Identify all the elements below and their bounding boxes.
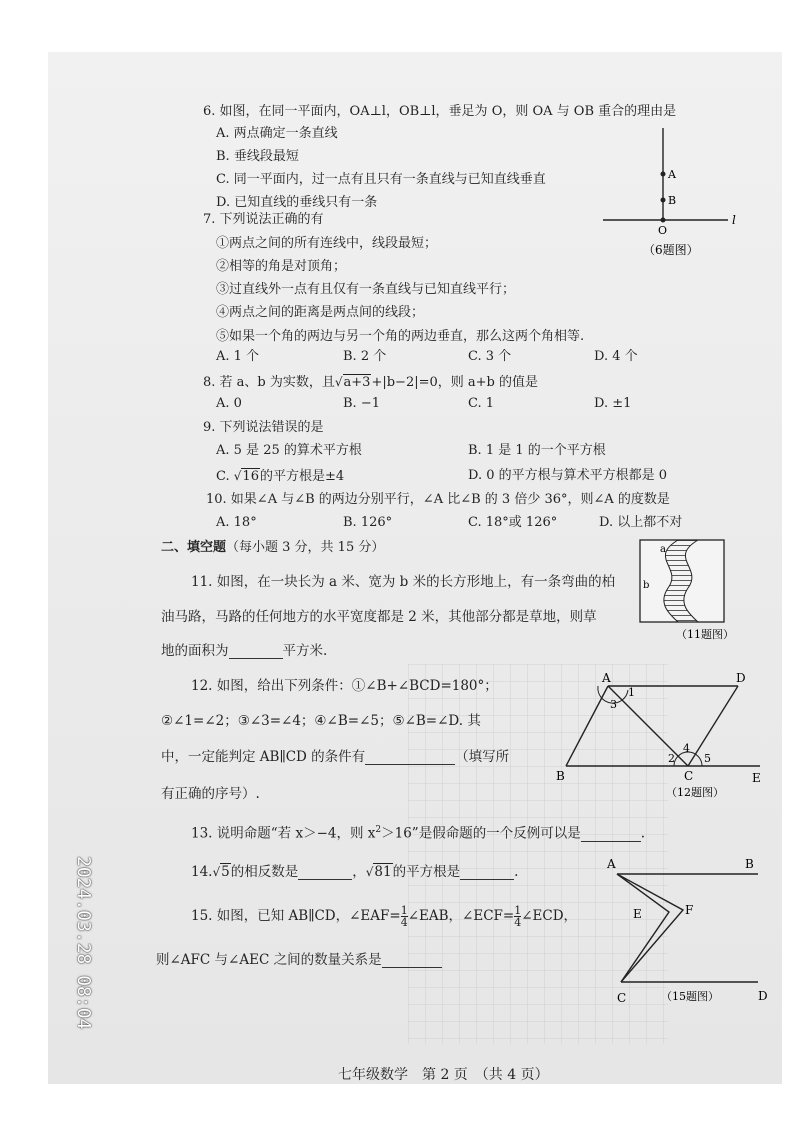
q6-point-o (661, 218, 666, 223)
q10-option-a: A. 18° (216, 515, 257, 530)
q11-figure (638, 538, 738, 644)
q14-end: 的平方根是 (392, 864, 461, 880)
q13-text: 13. 说明命题“若 x＞−4，则 $x^2>16$”是假命题的一个反例可以是 . (191, 825, 645, 842)
sqrt-symbol: √ (365, 865, 374, 879)
q12-figure-caption: （12题图） (666, 786, 724, 799)
q15-path-aec (617, 874, 669, 982)
q13-answer-blank[interactable] (581, 827, 641, 842)
q11-label-a: a (660, 544, 666, 555)
q7-statement-2: ②相等的角是对顶角； (216, 259, 347, 274)
q15-label-a: A (607, 857, 616, 871)
q8-option-d: D. ±1 (594, 396, 632, 411)
q12-figure (548, 672, 778, 802)
q10-option-c: C. 18°或 126° (468, 515, 558, 530)
q7-option-c: C. 3 个 (468, 349, 512, 364)
q15-label-c: C (617, 991, 627, 1005)
photo-timestamp (73, 856, 94, 876)
q9-radicand: 16 (242, 469, 259, 484)
q12-angle-3: 3 (610, 698, 617, 711)
q11-line-3 (161, 643, 327, 659)
q15-start: 15. 如图，已知 AB∥CD，∠EAF= (191, 908, 401, 924)
q9-option-d: D. 0 的平方根与算术平方根都是 0 (468, 468, 668, 483)
q15-figure-caption: （15题图） (661, 990, 719, 1003)
q6-figure (598, 128, 758, 268)
q12-answer-blank[interactable] (365, 750, 455, 765)
q12-line-4: 有正确的序号）. (161, 786, 260, 802)
q15-label-d: D (758, 989, 768, 1003)
section-2-note: （每小题 3 分，共 15 分） (226, 540, 385, 555)
q14-radicand-2: 81 (374, 864, 392, 880)
q12-label-c: C (684, 769, 694, 783)
q15-path-afc (617, 874, 683, 982)
sqrt-symbol: √ (212, 865, 221, 879)
q12-line-2: ②∠1=∠2；③∠3=∠4；④∠B=∠5；⑤∠B=∠D. 其 (161, 713, 481, 729)
q12-line-3 (161, 749, 509, 765)
q11-line-2: 油马路，马路的任何地方的水平宽度都是 2 米，其他部分都是草地，则草 (161, 609, 597, 625)
q14-radicand-1: 5 (221, 864, 230, 880)
q10-stem: 10. 如果∠A 与∠B 的两边分别平行，∠A 比∠B 的 3 倍少 36°，则∠A 的度数是 (206, 492, 670, 507)
q11-line-3-end: 平方米. (282, 643, 328, 659)
exam-page-photo (48, 52, 782, 1084)
section-2-header (161, 540, 384, 556)
q15-fraction-1 (401, 905, 408, 928)
q15-label-e: E (633, 907, 642, 921)
q15-line-2-start: 则∠AFC 与∠AEC 之间的数量关系是 (156, 952, 382, 968)
fraction-denominator: 4 (514, 916, 522, 929)
q7-statement-4: ④两点之间的距离是两点间的线段； (216, 305, 425, 320)
q6-label-a: A (668, 168, 676, 181)
q11-label-b: b (643, 580, 650, 591)
q6-option-c: C. 同一平面内，过一点有且只有一条直线与已知直线垂直 (216, 172, 546, 187)
q14-answer-blank-2[interactable] (460, 865, 514, 880)
q6-label-b: B (668, 194, 677, 207)
q8-radicand: a+3 (343, 375, 371, 390)
q12-label-e: E (752, 771, 761, 785)
q6-label-o: O (658, 224, 668, 237)
q12-label-d: D (736, 672, 746, 685)
q8-stem-start: 8. 若 a、b 为实数，且 (203, 375, 335, 390)
q6-stem: 6. 如图，在同一平面内，OA⊥l，OB⊥l，垂足为 O，则 OA 与 OB 重合的理由是 (203, 104, 677, 119)
q12-line-1: 12. 如图，给出下列条件：①∠B+∠BCD=180°； (191, 678, 498, 694)
q15-line-1 (191, 905, 577, 928)
q13-start: 13. 说明命题“若 x＞−4，则 x (191, 825, 376, 842)
q12-label-a: A (602, 672, 611, 685)
q12-angle-1: 1 (628, 686, 635, 699)
q9-stem: 9. 下列说法错误的是 (203, 420, 324, 435)
fraction-numerator: 1 (514, 904, 522, 917)
q6-point-a (661, 172, 666, 177)
q6-option-b: B. 垂线段最短 (216, 149, 299, 164)
q7-option-d: D. 4 个 (594, 349, 638, 364)
q15-answer-blank[interactable] (382, 953, 442, 968)
q6-option-d: D. 已知直线的垂线只有一条 (216, 195, 378, 210)
q10-option-b: B. 126° (343, 515, 393, 530)
q15-label-f: F (685, 903, 694, 917)
q8-stem-end: +|b−2|=0，则 a+b 的值是 (371, 375, 538, 390)
q7-option-a: A. 1 个 (216, 349, 260, 364)
q12-label-b: B (556, 769, 565, 783)
q11-figure-caption: （11题图） (676, 628, 734, 641)
q6-figure-caption: （6题图） (643, 243, 699, 257)
q6-point-b (661, 198, 666, 203)
q8-option-c: C. 1 (468, 396, 495, 411)
q10-option-d: D. 以上都不对 (599, 515, 683, 530)
q7-statement-1: ①两点之间的所有连线中，线段最短； (216, 236, 438, 251)
q9-option-c-prefix: C. (216, 469, 230, 484)
fraction-denominator: 4 (400, 916, 408, 929)
q14-text: 14.√5的相反数是 ，√81的平方根是 . (191, 864, 519, 880)
q14-answer-blank-1[interactable] (298, 865, 352, 880)
q8-option-a: A. 0 (216, 396, 242, 411)
q9-option-b: B. 1 是 1 的一个平方根 (468, 443, 606, 458)
q7-statement-3: ③过直线外一点有且仅有一条直线与已知直线平行； (216, 282, 516, 297)
q12-line-3-end: （填写所 (455, 749, 510, 765)
q7-stem: 7. 下列说法正确的有 (203, 212, 324, 227)
q12-angle-5: 5 (704, 752, 711, 765)
q15-figure (603, 852, 773, 1012)
q9-option-c-text: 的平方根是±4 (259, 469, 345, 484)
sqrt-symbol: √ (334, 375, 343, 389)
q15-middle: ∠EAB，∠ECF= (407, 908, 515, 924)
q6-label-l: l (732, 213, 736, 227)
q11-line-3-start: 地的面积为 (161, 643, 229, 659)
page-footer: 七年级数学 第 2 页 （共 4 页） (338, 1067, 549, 1083)
q11-answer-blank[interactable] (229, 644, 283, 659)
q7-option-b: B. 2 个 (343, 349, 387, 364)
sqrt-symbol: √ (233, 469, 242, 483)
q14-number: 14. (191, 864, 213, 880)
q13-end: ＞16”是假命题的一个反例可以是 (381, 825, 581, 842)
q15-label-b: B (745, 857, 754, 871)
q8-stem (203, 374, 538, 391)
q14-middle: 的相反数是 (230, 864, 299, 880)
q9-option-a: A. 5 是 25 的算术平方根 (216, 443, 362, 458)
section-2-title: 二、填空题 (161, 540, 227, 555)
q12-angle-2: 2 (668, 752, 675, 765)
q9-option-c (216, 468, 344, 485)
q13-exponent: 2 (375, 825, 382, 835)
q12-segment-ac (608, 686, 688, 766)
q15-line-2 (156, 952, 442, 968)
q8-option-b: B. −1 (343, 396, 380, 411)
q12-angle-4: 4 (683, 742, 690, 755)
q12-line-3-start: 中，一定能判定 AB∥CD 的条件有 (161, 749, 366, 765)
q6-option-a: A. 两点确定一条直线 (216, 126, 338, 141)
q7-statement-5: ⑤如果一个角的两边与另一个角的两边垂直，那么这两个角相等. (216, 329, 585, 344)
q15-line-1-end: ∠ECD， (521, 908, 578, 924)
fraction-numerator: 1 (400, 904, 408, 917)
q11-line-1: 11. 如图，在一块长为 a 米、宽为 b 米的长方形地上，有一条弯曲的柏 (191, 574, 616, 590)
